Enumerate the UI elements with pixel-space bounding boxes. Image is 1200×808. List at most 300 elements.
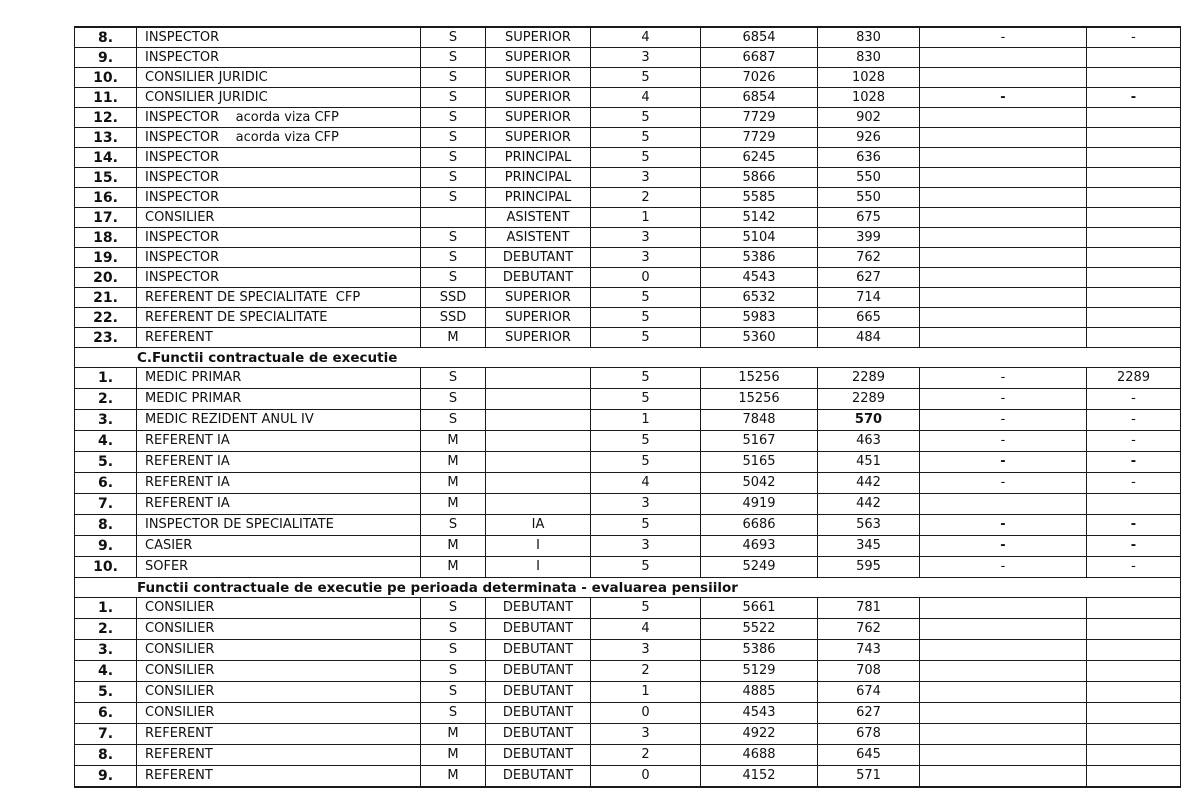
- base-salary: 5585: [701, 188, 818, 208]
- step: 5: [591, 389, 701, 410]
- column-8-value: [920, 703, 1087, 724]
- column-8-value: [920, 268, 1087, 288]
- grade: SUPERIOR: [486, 308, 591, 328]
- column-8-value: -: [920, 389, 1087, 410]
- grade: PRINCIPAL: [486, 148, 591, 168]
- education-level: M: [421, 766, 486, 788]
- section-title: Functii contractuale de executie pe perioada determinata - evaluarea pensiilor: [75, 578, 1181, 598]
- bonus: 571: [818, 766, 920, 788]
- job-title: SOFER: [137, 557, 421, 578]
- column-9-value: [1087, 248, 1181, 268]
- base-salary: 7026: [701, 68, 818, 88]
- grade: SUPERIOR: [486, 288, 591, 308]
- table-row: [75, 228, 1181, 248]
- education-level: S: [421, 598, 486, 619]
- column-9-value: 2289: [1087, 368, 1181, 389]
- job-title: REFERENT DE SPECIALITATE CFP: [137, 288, 421, 308]
- base-salary: 5386: [701, 640, 818, 661]
- column-9-value: [1087, 619, 1181, 640]
- column-8-value: [920, 288, 1087, 308]
- column-9-value: [1087, 48, 1181, 68]
- step: 1: [591, 208, 701, 228]
- grade: SUPERIOR: [486, 48, 591, 68]
- row-number: 21.: [75, 288, 137, 308]
- column-8-value: -: [920, 536, 1087, 557]
- bonus: 678: [818, 724, 920, 745]
- column-8-value: -: [920, 473, 1087, 494]
- job-title: CONSILIER: [137, 619, 421, 640]
- education-level: S: [421, 68, 486, 88]
- column-9-value: [1087, 328, 1181, 348]
- step: 3: [591, 724, 701, 745]
- step: 0: [591, 766, 701, 788]
- grade: [486, 473, 591, 494]
- table-row: [75, 288, 1181, 308]
- education-level: S: [421, 268, 486, 288]
- education-level: S: [421, 228, 486, 248]
- base-salary: 4688: [701, 745, 818, 766]
- column-8-value: [920, 619, 1087, 640]
- education-level: M: [421, 452, 486, 473]
- job-title: CONSILIER JURIDIC: [137, 68, 421, 88]
- column-9-value: [1087, 640, 1181, 661]
- column-8-value: [920, 108, 1087, 128]
- base-salary: 7729: [701, 108, 818, 128]
- base-salary: 5167: [701, 431, 818, 452]
- bonus: 442: [818, 494, 920, 515]
- section-header-d: [75, 578, 1181, 598]
- base-salary: 5249: [701, 557, 818, 578]
- job-title: CONSILIER: [137, 640, 421, 661]
- job-title: MEDIC REZIDENT ANUL IV: [137, 410, 421, 431]
- column-9-value: [1087, 308, 1181, 328]
- section-header-c: [75, 348, 1181, 368]
- job-title: MEDIC PRIMAR: [137, 368, 421, 389]
- column-9-value: -: [1087, 557, 1181, 578]
- table-row: [75, 703, 1181, 724]
- education-level: M: [421, 431, 486, 452]
- column-9-value: [1087, 598, 1181, 619]
- education-level: S: [421, 703, 486, 724]
- step: 5: [591, 108, 701, 128]
- step: 5: [591, 288, 701, 308]
- row-number: 13.: [75, 128, 137, 148]
- education-level: S: [421, 248, 486, 268]
- grade: [486, 494, 591, 515]
- column-8-value: -: [920, 410, 1087, 431]
- bonus: 563: [818, 515, 920, 536]
- base-salary: 4922: [701, 724, 818, 745]
- salary-grid-body: [75, 27, 1181, 787]
- base-salary: 4543: [701, 703, 818, 724]
- column-9-value: [1087, 68, 1181, 88]
- education-level: M: [421, 473, 486, 494]
- bonus: 830: [818, 48, 920, 68]
- base-salary: 4693: [701, 536, 818, 557]
- education-level: M: [421, 536, 486, 557]
- grade: DEBUTANT: [486, 661, 591, 682]
- table-row: [75, 661, 1181, 682]
- salary-table-page: [74, 26, 1180, 788]
- grade: [486, 410, 591, 431]
- bonus: 570: [818, 410, 920, 431]
- base-salary: 5104: [701, 228, 818, 248]
- step: 5: [591, 452, 701, 473]
- table-row: [75, 268, 1181, 288]
- grade: DEBUTANT: [486, 703, 591, 724]
- column-8-value: [920, 148, 1087, 168]
- row-number: 1.: [75, 598, 137, 619]
- education-level: S: [421, 128, 486, 148]
- column-8-value: [920, 308, 1087, 328]
- row-number: 6.: [75, 473, 137, 494]
- bonus: 550: [818, 188, 920, 208]
- step: 0: [591, 703, 701, 724]
- bonus: 675: [818, 208, 920, 228]
- column-9-value: [1087, 682, 1181, 703]
- bonus: 2289: [818, 389, 920, 410]
- education-level: [421, 208, 486, 228]
- step: 4: [591, 27, 701, 48]
- education-level: SSD: [421, 308, 486, 328]
- column-9-value: -: [1087, 389, 1181, 410]
- education-level: S: [421, 27, 486, 48]
- base-salary: 5360: [701, 328, 818, 348]
- job-title: INSPECTOR acorda viza CFP: [137, 108, 421, 128]
- row-number: 4.: [75, 661, 137, 682]
- base-salary: 6686: [701, 515, 818, 536]
- row-number: 8.: [75, 27, 137, 48]
- column-8-value: [920, 168, 1087, 188]
- column-9-value: [1087, 148, 1181, 168]
- grade: [486, 368, 591, 389]
- column-9-value: -: [1087, 27, 1181, 48]
- base-salary: 5661: [701, 598, 818, 619]
- bonus: 345: [818, 536, 920, 557]
- table-row: [75, 745, 1181, 766]
- job-title: INSPECTOR: [137, 48, 421, 68]
- step: 3: [591, 168, 701, 188]
- column-9-value: -: [1087, 515, 1181, 536]
- table-row: [75, 410, 1181, 431]
- bonus: 451: [818, 452, 920, 473]
- table-row: [75, 208, 1181, 228]
- grade: SUPERIOR: [486, 68, 591, 88]
- bonus: 830: [818, 27, 920, 48]
- table-row: [75, 128, 1181, 148]
- column-8-value: [920, 661, 1087, 682]
- column-9-value: [1087, 108, 1181, 128]
- table-row: [75, 682, 1181, 703]
- bonus: 762: [818, 248, 920, 268]
- table-row: [75, 328, 1181, 348]
- step: 3: [591, 48, 701, 68]
- table-row: [75, 598, 1181, 619]
- education-level: S: [421, 389, 486, 410]
- education-level: S: [421, 108, 486, 128]
- bonus: 708: [818, 661, 920, 682]
- bonus: 762: [818, 619, 920, 640]
- job-title: INSPECTOR: [137, 188, 421, 208]
- column-9-value: -: [1087, 473, 1181, 494]
- column-8-value: [920, 248, 1087, 268]
- bonus: 926: [818, 128, 920, 148]
- bonus: 550: [818, 168, 920, 188]
- table-row: [75, 368, 1181, 389]
- step: 5: [591, 557, 701, 578]
- table-row: [75, 473, 1181, 494]
- row-number: 11.: [75, 88, 137, 108]
- step: 5: [591, 598, 701, 619]
- job-title: REFERENT: [137, 745, 421, 766]
- bonus: 463: [818, 431, 920, 452]
- bonus: 595: [818, 557, 920, 578]
- row-number: 9.: [75, 536, 137, 557]
- base-salary: 7848: [701, 410, 818, 431]
- column-8-value: [920, 328, 1087, 348]
- bonus: 665: [818, 308, 920, 328]
- base-salary: 5866: [701, 168, 818, 188]
- grade: [486, 389, 591, 410]
- column-8-value: [920, 208, 1087, 228]
- base-salary: 5386: [701, 248, 818, 268]
- education-level: M: [421, 494, 486, 515]
- education-level: S: [421, 148, 486, 168]
- job-title: INSPECTOR DE SPECIALITATE: [137, 515, 421, 536]
- base-salary: 6687: [701, 48, 818, 68]
- table-row: [75, 557, 1181, 578]
- step: 5: [591, 128, 701, 148]
- column-8-value: [920, 68, 1087, 88]
- table-row: [75, 494, 1181, 515]
- column-8-value: [920, 640, 1087, 661]
- job-title: REFERENT: [137, 328, 421, 348]
- row-number: 5.: [75, 682, 137, 703]
- step: 5: [591, 515, 701, 536]
- step: 3: [591, 494, 701, 515]
- job-title: REFERENT IA: [137, 494, 421, 515]
- row-number: 4.: [75, 431, 137, 452]
- table-row: [75, 68, 1181, 88]
- column-9-value: [1087, 661, 1181, 682]
- education-level: S: [421, 619, 486, 640]
- bonus: 627: [818, 268, 920, 288]
- grade: SUPERIOR: [486, 108, 591, 128]
- step: 3: [591, 228, 701, 248]
- step: 1: [591, 410, 701, 431]
- job-title: CONSILIER: [137, 682, 421, 703]
- table-row: [75, 452, 1181, 473]
- section-title: C.Functii contractuale de executie: [75, 348, 1181, 368]
- table-row: [75, 619, 1181, 640]
- job-title: INSPECTOR: [137, 248, 421, 268]
- column-9-value: [1087, 288, 1181, 308]
- bonus: 484: [818, 328, 920, 348]
- table-row: [75, 48, 1181, 68]
- education-level: M: [421, 328, 486, 348]
- grade: SUPERIOR: [486, 328, 591, 348]
- base-salary: 5165: [701, 452, 818, 473]
- job-title: CONSILIER: [137, 208, 421, 228]
- column-8-value: -: [920, 88, 1087, 108]
- row-number: 5.: [75, 452, 137, 473]
- job-title: INSPECTOR: [137, 228, 421, 248]
- column-9-value: [1087, 724, 1181, 745]
- grade: DEBUTANT: [486, 745, 591, 766]
- grade: SUPERIOR: [486, 128, 591, 148]
- bonus: 1028: [818, 68, 920, 88]
- education-level: S: [421, 88, 486, 108]
- bonus: 1028: [818, 88, 920, 108]
- column-9-value: -: [1087, 431, 1181, 452]
- education-level: S: [421, 188, 486, 208]
- job-title: CONSILIER: [137, 661, 421, 682]
- step: 5: [591, 368, 701, 389]
- step: 2: [591, 745, 701, 766]
- step: 5: [591, 68, 701, 88]
- base-salary: 4152: [701, 766, 818, 788]
- step: 4: [591, 619, 701, 640]
- row-number: 22.: [75, 308, 137, 328]
- bonus: 2289: [818, 368, 920, 389]
- column-8-value: -: [920, 27, 1087, 48]
- column-9-value: [1087, 766, 1181, 788]
- grade: DEBUTANT: [486, 268, 591, 288]
- column-9-value: [1087, 703, 1181, 724]
- base-salary: 5983: [701, 308, 818, 328]
- step: 3: [591, 640, 701, 661]
- step: 4: [591, 473, 701, 494]
- row-number: 2.: [75, 619, 137, 640]
- grade: I: [486, 536, 591, 557]
- table-row: [75, 640, 1181, 661]
- step: 5: [591, 328, 701, 348]
- step: 5: [591, 308, 701, 328]
- job-title: REFERENT IA: [137, 452, 421, 473]
- column-9-value: [1087, 128, 1181, 148]
- column-8-value: [920, 494, 1087, 515]
- grade: DEBUTANT: [486, 682, 591, 703]
- table-row: [75, 188, 1181, 208]
- row-number: 17.: [75, 208, 137, 228]
- bonus: 645: [818, 745, 920, 766]
- step: 3: [591, 536, 701, 557]
- column-8-value: [920, 228, 1087, 248]
- row-number: 3.: [75, 640, 137, 661]
- education-level: S: [421, 410, 486, 431]
- base-salary: 5129: [701, 661, 818, 682]
- row-number: 20.: [75, 268, 137, 288]
- row-number: 14.: [75, 148, 137, 168]
- bonus: 714: [818, 288, 920, 308]
- row-number: 12.: [75, 108, 137, 128]
- grade: DEBUTANT: [486, 619, 591, 640]
- base-salary: 6532: [701, 288, 818, 308]
- base-salary: 4885: [701, 682, 818, 703]
- table-row: [75, 724, 1181, 745]
- job-title: MEDIC PRIMAR: [137, 389, 421, 410]
- bonus: 743: [818, 640, 920, 661]
- column-8-value: [920, 724, 1087, 745]
- base-salary: 6245: [701, 148, 818, 168]
- job-title: REFERENT DE SPECIALITATE: [137, 308, 421, 328]
- step: 5: [591, 431, 701, 452]
- step: 5: [591, 148, 701, 168]
- education-level: S: [421, 515, 486, 536]
- row-number: 23.: [75, 328, 137, 348]
- column-8-value: [920, 128, 1087, 148]
- job-title: REFERENT IA: [137, 431, 421, 452]
- grade: I: [486, 557, 591, 578]
- row-number: 19.: [75, 248, 137, 268]
- bonus: 636: [818, 148, 920, 168]
- column-9-value: [1087, 168, 1181, 188]
- row-number: 9.: [75, 48, 137, 68]
- column-8-value: -: [920, 431, 1087, 452]
- column-8-value: -: [920, 557, 1087, 578]
- column-8-value: [920, 188, 1087, 208]
- column-9-value: [1087, 208, 1181, 228]
- table-row: [75, 536, 1181, 557]
- base-salary: 15256: [701, 389, 818, 410]
- job-title: REFERENT: [137, 766, 421, 788]
- job-title: CONSILIER JURIDIC: [137, 88, 421, 108]
- grade: DEBUTANT: [486, 766, 591, 788]
- table-row: [75, 27, 1181, 48]
- table-row: [75, 168, 1181, 188]
- grade: DEBUTANT: [486, 598, 591, 619]
- row-number: 7.: [75, 724, 137, 745]
- column-8-value: [920, 598, 1087, 619]
- base-salary: 6854: [701, 27, 818, 48]
- grade: [486, 452, 591, 473]
- grade: ASISTENT: [486, 228, 591, 248]
- job-title: REFERENT: [137, 724, 421, 745]
- table-row: [75, 108, 1181, 128]
- column-9-value: [1087, 494, 1181, 515]
- bonus: 781: [818, 598, 920, 619]
- table-row: [75, 766, 1181, 788]
- base-salary: 4919: [701, 494, 818, 515]
- table-row: [75, 88, 1181, 108]
- row-number: 3.: [75, 410, 137, 431]
- column-9-value: -: [1087, 536, 1181, 557]
- table-row: [75, 389, 1181, 410]
- column-9-value: [1087, 188, 1181, 208]
- base-salary: 5142: [701, 208, 818, 228]
- table-row: [75, 515, 1181, 536]
- education-level: S: [421, 682, 486, 703]
- step: 2: [591, 188, 701, 208]
- grade: ASISTENT: [486, 208, 591, 228]
- job-title: INSPECTOR: [137, 268, 421, 288]
- column-9-value: -: [1087, 410, 1181, 431]
- row-number: 9.: [75, 766, 137, 788]
- bonus: 627: [818, 703, 920, 724]
- education-level: M: [421, 724, 486, 745]
- base-salary: 5522: [701, 619, 818, 640]
- grade: SUPERIOR: [486, 88, 591, 108]
- job-title: CONSILIER: [137, 703, 421, 724]
- education-level: S: [421, 168, 486, 188]
- row-number: 18.: [75, 228, 137, 248]
- base-salary: 15256: [701, 368, 818, 389]
- job-title: CONSILIER: [137, 598, 421, 619]
- job-title: INSPECTOR: [137, 148, 421, 168]
- grade: SUPERIOR: [486, 27, 591, 48]
- step: 1: [591, 682, 701, 703]
- row-number: 10.: [75, 557, 137, 578]
